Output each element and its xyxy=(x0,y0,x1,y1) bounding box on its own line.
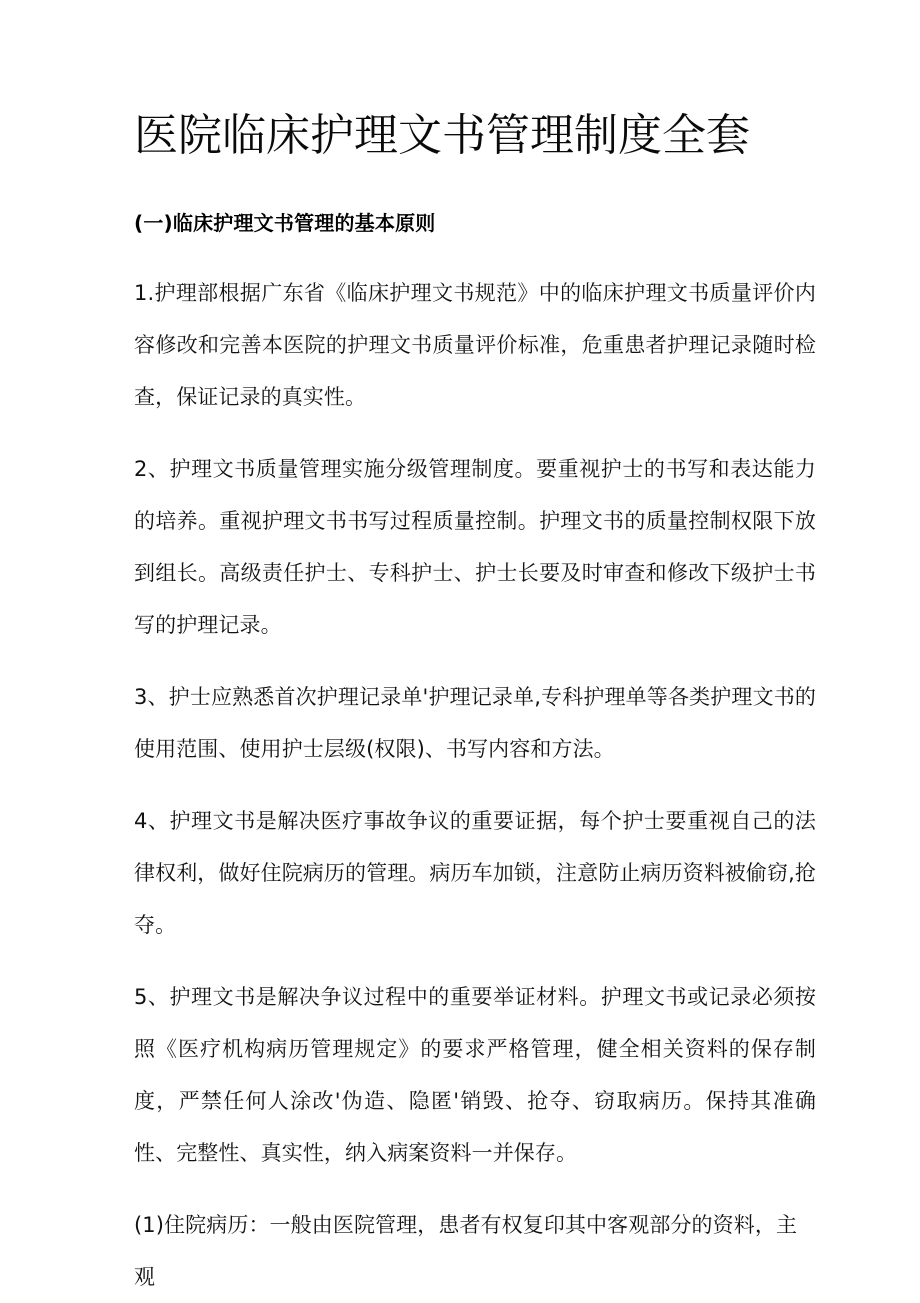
page-title: 医院临床护理文书管理制度全套 xyxy=(134,110,750,161)
section-heading: (一)临床护理文书管理的基本原则 xyxy=(134,211,436,235)
paragraph-3: 3、护士应熟悉首次护理记录单'护理记录单,专科护理单等各类护理文书的使用范围、使用护士层级(权限)、书写内容和方法。 xyxy=(134,685,816,761)
paragraph-2: 2、护理文书质量管理实施分级管理制度。要重视护士的书写和表达能力的培养。重视护理文书书写过程质量控制。护理文书的质量控制权限下放到组长。高级责任护士、专科护士、护士长要及时审查和修改下级护士书写的护理记录。 xyxy=(134,457,816,637)
document-content-column xyxy=(134,0,816,1303)
paragraph-4: 4、护理文书是解决医疗事故争议的重要证据，每个护士要重视自己的法律权利，做好住院病历的管理。病历车加锁，注意防止病历资料被偷窃,抢夺。 xyxy=(134,809,816,937)
paragraph-6: (1)住院病历：一般由医院管理，患者有权复印其中客观部分的资料，主观 xyxy=(134,1213,798,1289)
paragraph-1: 1.护理部根据广东省《临床护理文书规范》中的临床护理文书质量评价内容修改和完善本医院的护理文书质量评价标准，危重患者护理记录随时检查，保证记录的真实性。 xyxy=(134,281,816,409)
paragraph-5: 5、护理文书是解决争议过程中的重要举证材料。护理文书或记录必须按照《医疗机构病历管理规定》的要求严格管理，健全相关资料的保存制度，严禁任何人涂改'伪造、隐匿'销毁、抢夺、窃取病历。保持其准确性、完整性、真实性，纳入病案资料一并保存。 xyxy=(134,985,816,1165)
